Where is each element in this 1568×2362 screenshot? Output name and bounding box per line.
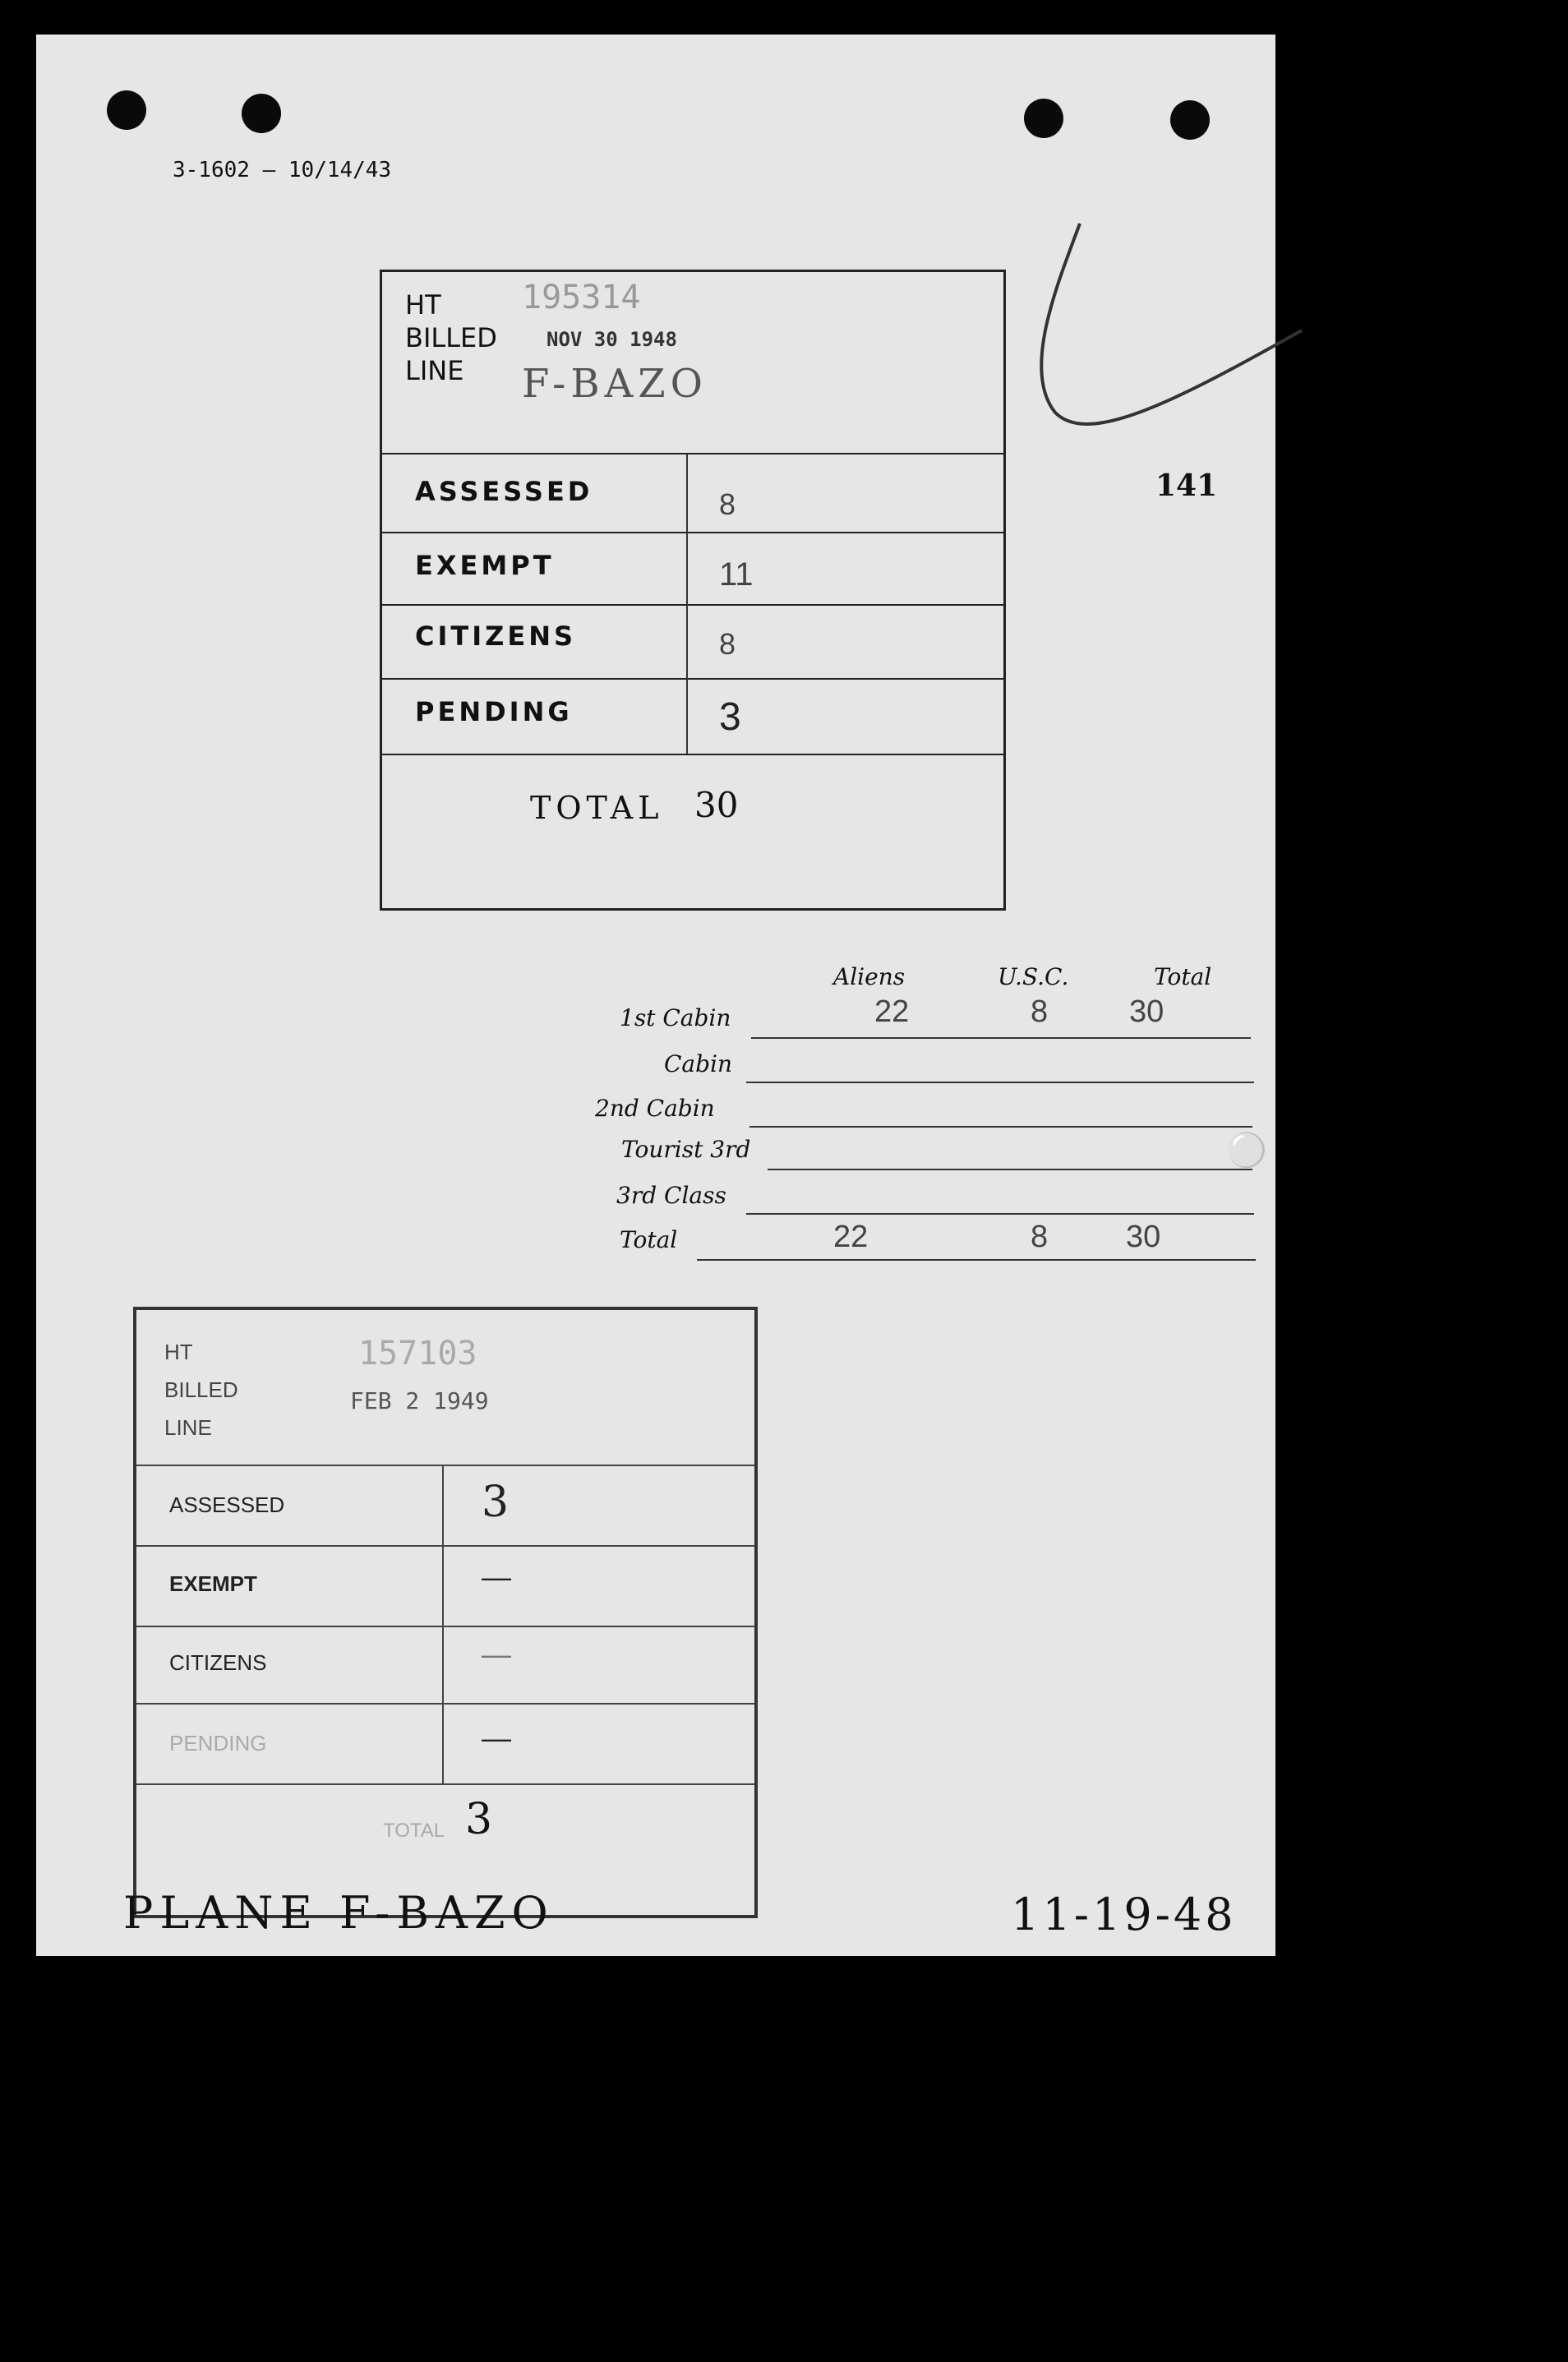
stamp-header-labels: HT BILLED LINE xyxy=(164,1340,238,1440)
citizens-value: 8 xyxy=(719,627,736,661)
ht-billed-stamp-1 xyxy=(380,270,1006,911)
column-aliens: Aliens xyxy=(833,963,906,990)
ht-number: 157103 xyxy=(358,1335,477,1372)
circle-mark-icon: ⚪ xyxy=(1226,1133,1267,1169)
total-usc: 8 xyxy=(1031,1220,1049,1254)
total-label: TOTAL xyxy=(530,790,664,826)
exempt-value: 11 xyxy=(719,556,754,593)
form-reference: 3-1602 — 10/14/43 xyxy=(173,158,392,182)
check-mark-icon xyxy=(1006,207,1318,470)
form-date: 10/14/43 xyxy=(288,158,392,182)
ht-number: 195314 xyxy=(522,279,641,316)
assessed-label: ASSESSED xyxy=(169,1492,285,1517)
punch-hole xyxy=(107,90,146,130)
handwritten-date: 11-19-48 xyxy=(1011,1889,1237,1940)
form-number: 3-1602 xyxy=(173,158,250,182)
page-number: 141 xyxy=(1155,468,1218,503)
assessed-label: ASSESSED xyxy=(415,476,593,507)
first-cabin-total: 30 xyxy=(1129,994,1164,1029)
pending-value: 3 xyxy=(719,695,741,739)
exempt-label: EXEMPT xyxy=(169,1571,257,1596)
pending-label: PENDING xyxy=(415,696,573,727)
line-code: F-BAZO xyxy=(522,361,708,407)
punch-hole xyxy=(1170,100,1210,140)
billed-date: FEB 2 1949 xyxy=(350,1387,489,1414)
first-cabin-usc: 8 xyxy=(1031,994,1049,1029)
row-label: Tourist 3rd xyxy=(621,1136,751,1163)
billed-date: NOV 30 1948 xyxy=(546,328,677,351)
pending-value: — xyxy=(482,1721,511,1755)
total-aliens: 22 xyxy=(833,1220,869,1254)
assessed-value: 8 xyxy=(719,487,736,521)
plane-note: PLANE F-BAZO xyxy=(123,1887,555,1939)
row-label: Total xyxy=(620,1226,678,1253)
total-total: 30 xyxy=(1126,1220,1161,1254)
row-label: Cabin xyxy=(664,1050,733,1077)
ht-billed-stamp-2 xyxy=(133,1307,758,1918)
row-label: 3rd Class xyxy=(616,1182,726,1209)
pending-label: PENDING xyxy=(169,1731,267,1755)
punch-hole xyxy=(242,94,281,133)
citizens-label: CITIZENS xyxy=(415,620,577,652)
row-label: 2nd Cabin xyxy=(595,1095,715,1122)
document-page xyxy=(36,35,1275,1956)
citizens-label: CITIZENS xyxy=(169,1650,267,1675)
row-label: 1st Cabin xyxy=(620,1004,731,1031)
total-label: TOTAL xyxy=(383,1820,445,1842)
exempt-value: — xyxy=(482,1560,511,1594)
total-value: 30 xyxy=(694,785,739,825)
punch-hole xyxy=(1024,99,1063,138)
exempt-label: EXEMPT xyxy=(415,550,555,581)
citizens-value: — xyxy=(482,1637,511,1671)
total-value: 3 xyxy=(465,1795,493,1844)
stamp-header-labels: HT BILLED LINE xyxy=(405,289,497,386)
assessed-value: 3 xyxy=(482,1478,510,1527)
first-cabin-aliens: 22 xyxy=(874,994,910,1029)
column-usc: U.S.C. xyxy=(998,963,1069,990)
column-total: Total xyxy=(1154,963,1212,990)
